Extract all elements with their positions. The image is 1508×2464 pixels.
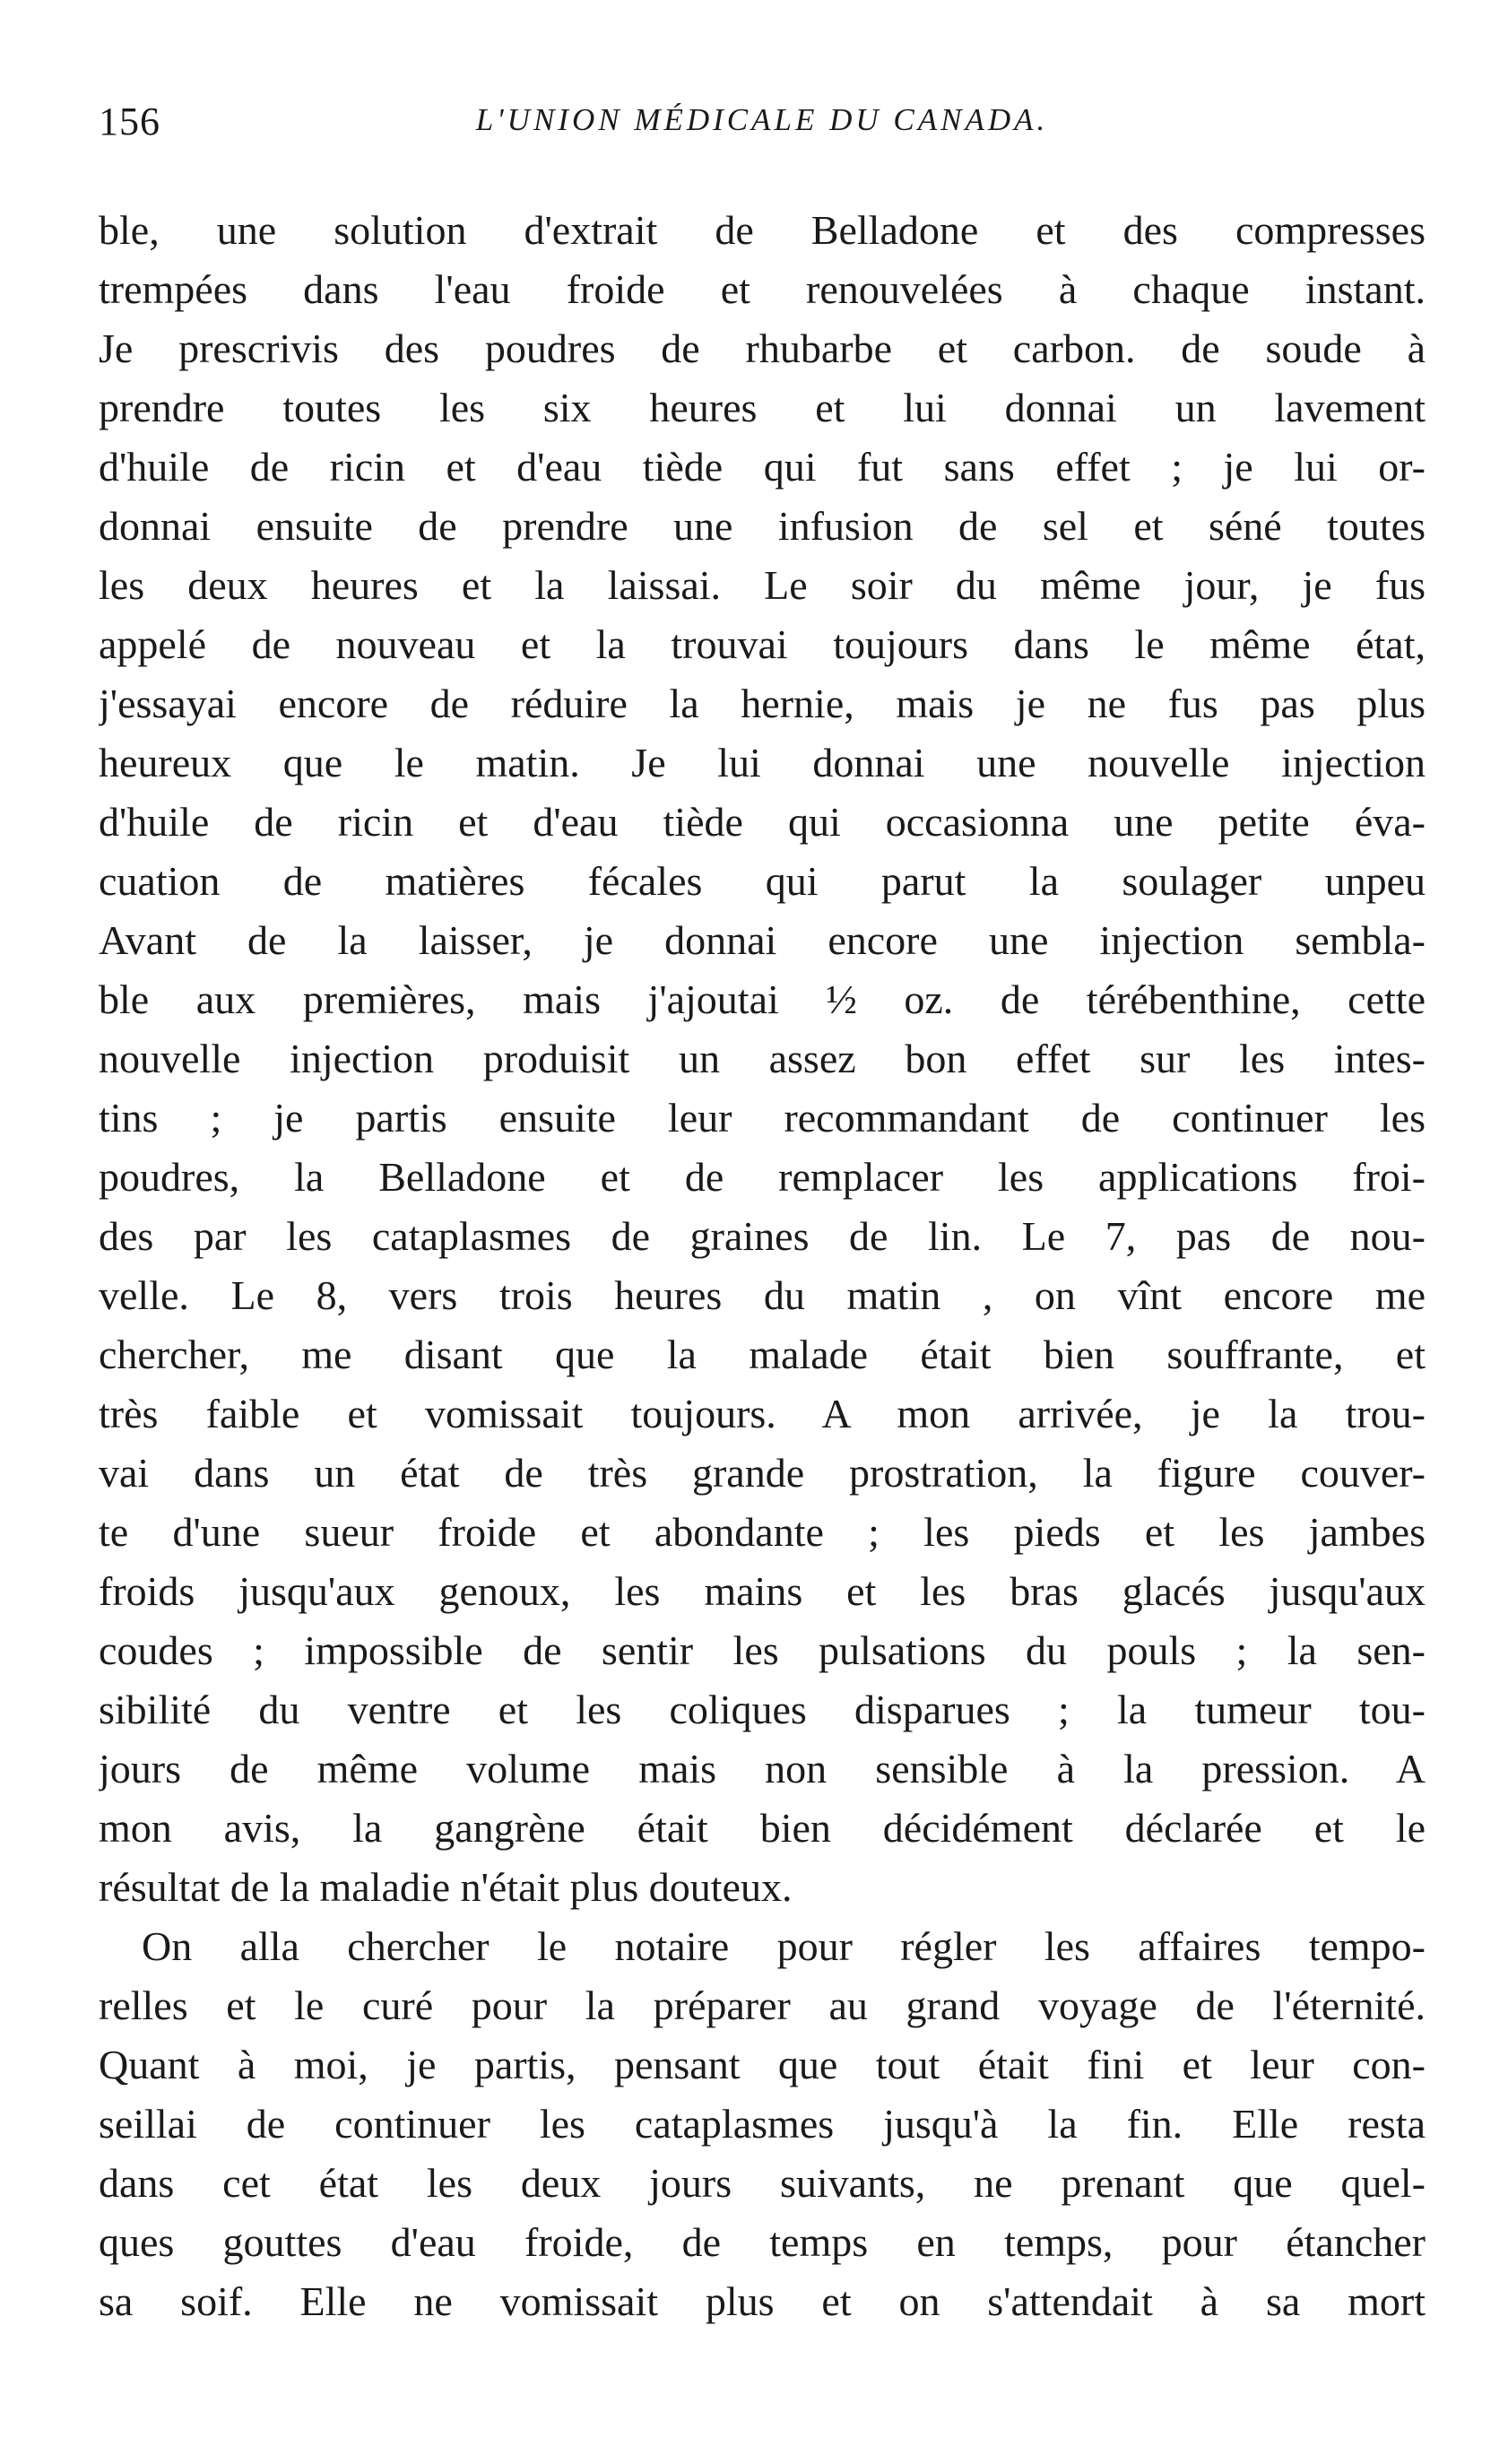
page-number: 156 <box>99 100 160 143</box>
text-line: chercher, me disant que la malade était bien souffrante, et <box>99 1332 1426 1377</box>
text-line: sibilité du ventre et les coliques disparues ; la tumeur tou- <box>99 1687 1426 1732</box>
text-line: tins ; je partis ensuite leur recommandant de continuer les <box>99 1095 1426 1141</box>
body-text <box>99 201 1426 2331</box>
text-line: ques gouttes d'eau froide, de temps en temps, pour étancher <box>99 2219 1426 2265</box>
text-line: donnai ensuite de prendre une infusion de sel et séné toutes <box>99 503 1426 549</box>
running-head <box>99 99 1426 161</box>
text-line: ble aux premières, mais j'ajoutai ½ oz. de térébenthine, cette <box>99 976 1426 1022</box>
book-page <box>99 99 1426 2331</box>
text-line: coudes ; impossible de sentir les pulsations du pouls ; la sen- <box>99 1627 1426 1673</box>
paragraph <box>99 1917 1426 2331</box>
text-line: vai dans un état de très grande prostration, la figure couver- <box>99 1450 1426 1496</box>
text-line: froids jusqu'aux genoux, les mains et les bras glacés jusqu'aux <box>99 1568 1426 1614</box>
text-line: dans cet état les deux jours suivants, ne prenant que quel- <box>99 2160 1426 2206</box>
text-line: ble, une solution d'extrait de Belladone et des compresses <box>99 207 1426 253</box>
text-line: Quant à moi, je partis, pensant que tout était fini et leur con- <box>99 2042 1426 2087</box>
paragraph <box>99 201 1426 1917</box>
text-line: relles et le curé pour la préparer au grand voyage de l'éternité. <box>99 1982 1426 2028</box>
text-line: te d'une sueur froide et abondante ; les pieds et les jambes <box>99 1509 1426 1555</box>
text-line: On alla chercher le notaire pour régler les affaires tempo- <box>142 1923 1426 1969</box>
text-line: appelé de nouveau et la trouvai toujours dans le même état, <box>99 621 1426 667</box>
text-line: jours de même volume mais non sensible à la pression. A <box>99 1746 1426 1792</box>
text-line: trempées dans l'eau froide et renouvelées à chaque instant. <box>99 266 1426 312</box>
text-line: prendre toutes les six heures et lui donnai un lavement <box>99 385 1426 430</box>
text-line: des par les cataplasmes de graines de lin. Le 7, pas de nou- <box>99 1213 1426 1259</box>
text-line: velle. Le 8, vers trois heures du matin , on vînt encore me <box>99 1272 1426 1318</box>
text-line: résultat de la maladie n'était plus douteux. <box>99 1864 793 1910</box>
journal-title: L'UNION MÉDICALE DU CANADA. <box>475 102 1049 137</box>
text-line: poudres, la Belladone et de remplacer les applications froi- <box>99 1154 1426 1200</box>
text-line: nouvelle injection produisit un assez bon effet sur les intes- <box>99 1036 1426 1081</box>
text-line: j'essayai encore de réduire la hernie, mais je ne fus pas plus <box>99 681 1426 726</box>
text-line: Avant de la laisser, je donnai encore une injection sembla- <box>99 917 1426 963</box>
text-line: seillai de continuer les cataplasmes jusqu'à la fin. Elle resta <box>99 2101 1426 2147</box>
text-line: cuation de matières fécales qui parut la soulager unpeu <box>99 858 1426 904</box>
text-line: d'huile de ricin et d'eau tiède qui occasionna une petite éva- <box>99 799 1426 845</box>
text-line: Je prescrivis des poudres de rhubarbe et carbon. de soude à <box>99 325 1426 371</box>
text-line: les deux heures et la laissai. Le soir du même jour, je fus <box>99 562 1426 608</box>
text-line: heureux que le matin. Je lui donnai une nouvelle injection <box>99 740 1426 785</box>
text-line: sa soif. Elle ne vomissait plus et on s'attendait à sa mort <box>99 2278 1426 2324</box>
text-line: mon avis, la gangrène était bien décidément déclarée et le <box>99 1805 1426 1851</box>
text-line: d'huile de ricin et d'eau tiède qui fut sans effet ; je lui or- <box>99 444 1426 490</box>
text-line: très faible et vomissait toujours. A mon arrivée, je la trou- <box>99 1391 1426 1436</box>
